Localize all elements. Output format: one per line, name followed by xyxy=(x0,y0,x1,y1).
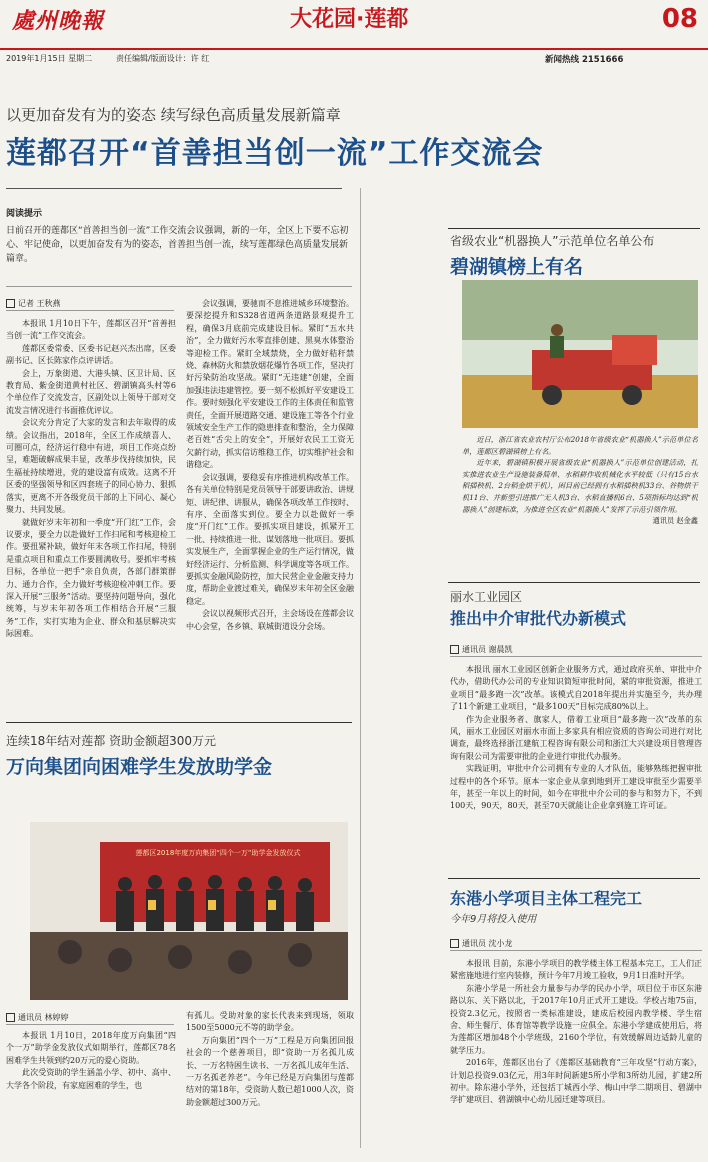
lead-summary: 日前召开的莲都区“首善担当创一流”工作交流会议强调，新的一年，全区上下要不忘初心、牢记使命，以更加奋发有为的姿态，首善担当创一流，续写莲都绿色高质量发展新篇章。 xyxy=(6,226,349,264)
story4-top-rule xyxy=(448,582,700,583)
story5-byline xyxy=(450,938,513,949)
lead-c2-p1: 会议强调，要驰而不息推进城乡环境整治。要深挖提升和S328省道两条道路景观提升工程，确保3月底前完成建设目标。紧盯“五水共治”，全力做好污水零直排创建、黑臭水体整治等迎检工作。紧盯全域禁烧，全力做好秸秆禁烧、森林防火和禁放烟花爆竹各项工作，坚决打好污染防治攻坚战。紧盯“无违建”创建，全面加强违法违建管控。要一刻不松抓好平安建设工作。要时刻强化平安建设工作的主体责任和监管责任，全面开展道路交通、建设施工等各个行业领域安全生产工作的隐患排查和整治，全力保障老百姓“舌尖上的安全”，开展好农民工工资无欠薪行动，抓实信访维稳工作，切实维护社会和谐稳定。 xyxy=(186,299,354,470)
summary-divider xyxy=(6,286,352,287)
story5-body xyxy=(450,958,702,1107)
story4-p1: 本报讯 丽水工业园区创新企业服务方式，通过政府买单、审批中介代办，借助代办公司的专业知识简短审批时间，紧的审批资源，推进工业项目“最多跑一次”改革。该模式自2018年提出并实施至今，共办理了11个新建工业项目，“最多100天”目标完成80%以上。 xyxy=(450,665,702,712)
byline-box-icon xyxy=(450,939,459,948)
lead-c1-p1: 本报讯 1月10日下午，莲都区召开“首善担当创一流”工作交流会。 xyxy=(6,319,176,341)
story2-c1-p1: 本报讯 1月10日，2018年度万向集团“四个一万”助学金发放仪式如期举行，莲都区78名困难学生共领到约20万元的爱心资助。 xyxy=(6,1031,176,1065)
story4-body xyxy=(450,664,702,813)
lead-c2-p2: 会议强调，要稳妥有序推进机构改革工作。各有关单位特别是党员领导干部要讲政治、讲规矩、讲纪律、讲服从，确保各项改革工作按时、有序、全面落实到位。要全力以赴做好一季度“开门红”工作。要抓实项目建设，抓紧开工一批、持续推进一批、谋划落地一批项目。要抓实发展生产，全面掌握企业的生产运行情况，做好经济运行、分析监测、科学调度等各项工作。要抓实金融风险防控，加大民营企业金融支持力度，帮助企业渡过难关，确保岁末年初全区金融稳定。 xyxy=(186,472,354,606)
story3-top-rule xyxy=(448,228,700,229)
lead-c1-p4: 会议充分肯定了大家的发言和去年取得的成绩。会议指出，2018年，全区工作成绩喜人、可圈可点，经济运行稳中有进，项目工作亮点纷呈，难题破解成果丰显，改革步伐持续加快，民生福祉持续增进，党的建设富有成效。这离不开区委的坚强领导和区四套班子的同心协力、狠抓落实，更离不开各级党员干部的上下同心、凝心聚力、共同发展。 xyxy=(6,418,176,515)
story4-byline-divider xyxy=(450,656,702,657)
reading-tip-title: 阅读提示 xyxy=(6,209,43,219)
byline-box-icon xyxy=(450,645,459,654)
lead-headline: 莲都召开“首善担当创一流”工作交流会 xyxy=(6,136,544,171)
story3-photo xyxy=(462,280,698,428)
story5-headline: 东港小学项目主体工程完工 xyxy=(450,889,643,908)
story2-byline-divider xyxy=(6,1024,174,1025)
issue-date: 2019年1月15日 星期二 xyxy=(6,54,93,63)
story5-byline-text: 通讯员 沈小龙 xyxy=(462,939,513,948)
lead-kicker: 以更加奋发有为的姿态 续写绿色高质量发展新篇章 xyxy=(6,106,341,124)
lead-c1-p3: 会上，万象街道、大港头镇、区卫计局、区教育局、紫金街道黄村社区、碧湖镇高头村等6个单位作了交流发言，区副处以上领导干部对交流发言情况进行书面推优评议。 xyxy=(6,368,176,415)
story4-byline-text: 通讯员 谢晨凯 xyxy=(462,645,513,654)
lead-divider xyxy=(6,188,342,189)
story3-sub: 省级农业“机器换人”示范单位名单公布 xyxy=(450,234,655,248)
story2-top-rule xyxy=(6,722,352,723)
story2-column-1 xyxy=(6,1030,176,1092)
lead-column-1 xyxy=(6,318,176,641)
story2-sub: 连续18年结对莲都 资助金额超300万元 xyxy=(6,734,216,748)
story3-byline: 通讯员 赵金鑫 xyxy=(652,516,698,526)
story2-c1-p2: 此次受资助的学生涵盖小学、初中、高中、大学各个阶段，有家庭困难的学生，也 xyxy=(6,1068,176,1090)
story2-photo-banner: 莲都区2018年度万向集团“四个一万”助学金发放仪式 xyxy=(135,849,301,857)
lead-column-2 xyxy=(186,298,354,633)
story5-p2: 东港小学是一所社会力量参与办学的民办小学，项目位于市区东港路以东、关下路以北，于2017年10月正式开工建设。学校占地75亩，投资2.3亿元，按照省一类标准建设，建成后校园内教学楼、学生宿舍、师生餐厅、体育馆等教学设施一应俱全。东港小学建成使用后，将为莲都区增加48个小学班级，2160个学位，有效缓解周边适龄儿童的就学压力。 xyxy=(450,983,702,1055)
harvester-photo-icon xyxy=(462,280,698,428)
story4-byline xyxy=(450,644,513,655)
story2-headline: 万向集团向困难学生发放助学金 xyxy=(6,756,273,778)
byline-box-icon xyxy=(6,1013,15,1022)
story5-top-rule xyxy=(448,878,700,879)
story3-body: 近年来，碧湖镇积极开展省级农业“机器换人”示范单位创建活动，扎实推进农业生产设施装备简单、水稻耕作收机械化水平较低（只有15台水稻插秧机、2台稻金烘干机），困目前已经拥有水稻插秧机33台、谷物烘干机11台、并新型引进推广无人机3台、水稻直播机6台、5项指标均达到“机器换人”创建标准，为推进全区农业“机器换人”发挥了示范引领作用。 xyxy=(462,458,698,514)
masthead-logo: 處州晚報 xyxy=(12,8,105,34)
story2-byline xyxy=(6,1012,69,1023)
editor-credit: 责任编辑/版面设计：许 红 xyxy=(116,54,210,63)
lead-byline-divider xyxy=(6,310,174,311)
story3-headline: 碧湖镇榜上有名 xyxy=(450,256,584,278)
story2-c2-p2: 万向集团“四个一万”工程是万向集团回报社会的一个慈善项目，即“资助一万名孤儿成长、一万名特困生读书、一万名孤儿成年生活、一万名孤老养老”。今年已经是万向集团与莲都结对的第18年，受资助人数已超1000人次，资助金额超过300万元。 xyxy=(186,1035,354,1107)
story5-p3: 2016年，莲都区出台了《莲都区基础教育“三年攻坚”行动方案》，计划总投资9.03亿元，用3年时间新建5所小学和3所幼儿园，扩建2所初中。除东港小学外，还包括丁城西小学、梅山中学二期项目、碧湖中学扩建项目、碧湖镇中心幼儿园迁建等项目。 xyxy=(450,1058,702,1105)
story2-column-2 xyxy=(186,1010,354,1109)
story4-sub: 丽水工业园区 xyxy=(450,590,523,604)
story4-headline: 推出中介审批代办新模式 xyxy=(450,609,627,628)
story3-caption: 近日，浙江省农业农村厅公布2018年省级农业“机器换人”示范单位名单，莲都区碧湖镇榜上有名。 xyxy=(462,435,698,456)
story3-caption-block xyxy=(462,434,698,527)
story4-p2: 作为企业服务者、旗家人，借着工业项目“最多跑一次”改革的东风，丽水工业园区对丽水市面上多家具有相应资质的咨询公司进行对比调查，最终选择浙江建航工程咨询有限公司和浙江大兴建设项目管理咨询有限公司为需要审批的企业进行审批代办服务。 xyxy=(450,714,702,761)
section-title: 大花园·莲都 xyxy=(290,7,409,32)
byline-box-icon xyxy=(6,299,15,308)
page-number: 08 xyxy=(661,4,698,34)
column-divider xyxy=(360,188,361,1148)
story2-photo xyxy=(30,822,348,1000)
story5-sub: 今年9月将投入使用 xyxy=(450,914,537,925)
lead-c1-p2: 莲都区委常委、区委书记赵兴杰出席，区委副书记、区长陈家作点评讲话。 xyxy=(6,343,176,366)
lead-byline xyxy=(6,298,61,309)
lead-c1-p5: 就做好岁末年初和一季度“开门红”工作，会议要求，要全力以赴做好工作扫尾和考核迎检工作。要扭紧补缺，做好年末各项工作扫尾，特别是重点项目和重点工作要圆满收号。要抓牢考核目标，各单位一把手“亲自负责，各部门群策群力、通力合作，全力做好考核迎检冲刺工作。要深入开展“三服务”活动。要坚持问题导向，强化统筹，与岁末年初各项工作相结合开展“三服务”工作，实打实地为企业、群众和基层解决实际困难。 xyxy=(6,517,176,639)
story5-byline-divider xyxy=(450,950,702,951)
lead-c2-p3: 会议以视频形式召开，主会场设在莲都会议中心会堂，各乡镇、联城街道设分会场。 xyxy=(186,609,354,631)
story2-c2-p1: 有孤儿。受助对象的家长代表来到现场，领取1500至5000元不等的助学金。 xyxy=(186,1011,354,1033)
header-rule xyxy=(0,48,708,50)
story2-byline-text: 通讯员 林婷婷 xyxy=(18,1013,69,1022)
story5-p1: 本报讯 目前，东港小学项目的教学楼主体工程基本完工，工人们正紧密施地进行室内装修，预计今年7月竣工验收，9月1日准时开学。 xyxy=(450,959,702,981)
news-hotline: 新闻热线 2151666 xyxy=(545,55,624,65)
story4-p3: 实践证明，审批中介公司拥有专业的人才队伍，能够熟练把握审批过程中的各个环节。原本一家企业从拿到地到开工建设审批至少需要半年，甚至一年以上的时间，如今在审批中介公司的参与和努力下，不到100天，90天，80天，甚至70天就能让企业拿到施工许可证。 xyxy=(450,764,702,811)
lead-byline-text: 记者 王秋燕 xyxy=(18,299,61,308)
